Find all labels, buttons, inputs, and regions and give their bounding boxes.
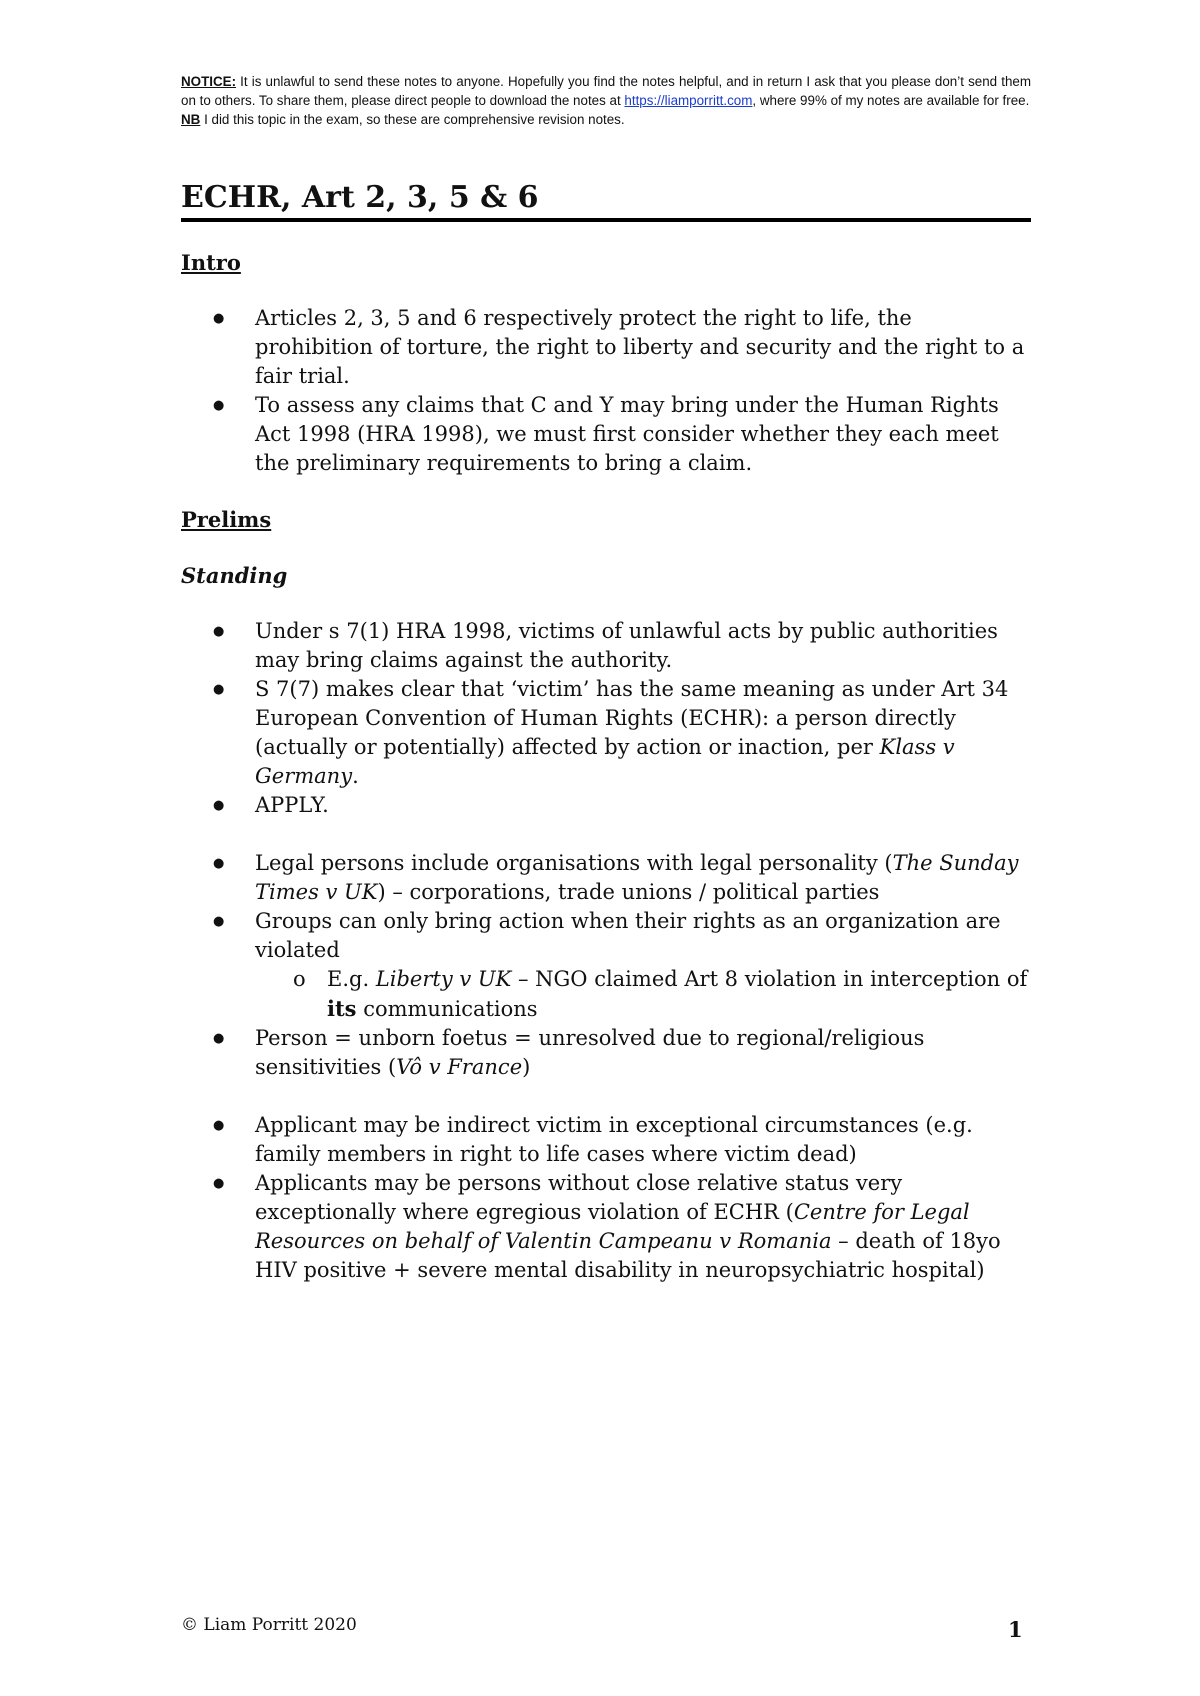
- notice-text: It is unlawful to send these notes to anyone. Hopefully you find the notes helpful, and in return I ask that you please don’t send them on to others. To share them, please direct people to download the notes at: [181, 74, 1031, 108]
- standing-bullet-7: ● Applicant may be indirect victim in exceptional circumstances (e.g. family members in right to life cases where victim dead): [255, 1111, 1031, 1169]
- notice-label: NOTICE:: [181, 74, 237, 89]
- intro-list: [181, 304, 1031, 478]
- page-title: ECHR, Art 2, 3, 5 & 6: [181, 180, 539, 215]
- case-campeanu: Centre for Legal Resources on behalf of Valentin Campeanu v Romania: [255, 1200, 970, 1253]
- standing-bullet-2-end: .: [352, 764, 359, 788]
- standing-bullet-8-end: – death of 18yo HIV positive + severe mental disability in neuropsychiatric hospital): [255, 1229, 1001, 1282]
- case-sunday-times: The Sunday Times v UK: [255, 851, 1019, 904]
- standing-bullet-1: ● Under s 7(1) HRA 1998, victims of unlawful acts by public authorities may bring claims against the authority.: [255, 617, 1031, 675]
- standing-bullet-4: [255, 849, 1031, 907]
- notice-block: [181, 72, 1031, 129]
- sub-bullet-end: communications: [356, 997, 538, 1021]
- case-vo: Vô v France: [396, 1055, 523, 1079]
- standing-bullet-4-text: Legal persons include organisations with legal personality (: [255, 851, 893, 875]
- standing-bullet-5-text: Groups can only bring action when their rights as an organization are violated: [255, 909, 1001, 962]
- intro-heading: Intro: [181, 250, 241, 275]
- case-liberty: Liberty v UK: [375, 967, 512, 991]
- standing-bullet-2: [255, 675, 1031, 791]
- notice-text-end: , where 99% of my notes are available for free.: [752, 93, 1030, 108]
- standing-bullet-6-end: ): [522, 1055, 531, 1079]
- standing-list: [181, 617, 1031, 1285]
- standing-bullet-5: [255, 907, 1031, 1024]
- nb-paragraph: [181, 110, 1031, 129]
- case-klass: Klass v Germany: [255, 735, 955, 788]
- emphasis-its: its: [327, 996, 357, 1021]
- sub-bullet-prefix: E.g.: [327, 967, 376, 991]
- standing-bullet-6: [255, 1024, 1031, 1082]
- standing-bullet-8-text: Applicants may be persons without close relative status very exceptionally where egregious violation of ECHR (: [255, 1171, 903, 1224]
- notice-paragraph: [181, 72, 1031, 110]
- standing-bullet-3: ● APPLY.: [255, 791, 1031, 820]
- title-rule: [181, 218, 1031, 222]
- footer-copyright: © Liam Porritt 2020: [181, 1615, 357, 1635]
- content-body: [181, 248, 1031, 1312]
- page-number: 1: [1008, 1617, 1023, 1642]
- standing-bullet-2-text: S 7(7) makes clear that ‘victim’ has the same meaning as under Art 34 European Convention of Human Rights (ECHR): a person directly (actually or potentially) affected by action or inaction, per: [255, 677, 1009, 759]
- standing-heading: Standing: [181, 563, 288, 588]
- list-spacer: [255, 820, 1031, 849]
- prelims-heading: Prelims: [181, 507, 272, 532]
- nb-text: I did this topic in the exam, so these are comprehensive revision notes.: [200, 112, 625, 127]
- list-spacer: [255, 1082, 1031, 1111]
- sub-bullet-liberty: [327, 965, 1031, 1024]
- standing-bullet-6-text: Person = unborn foetus = unresolved due to regional/religious sensitivities (: [255, 1026, 925, 1079]
- sub-list: [255, 965, 1031, 1024]
- website-link[interactable]: https://liamporritt.com: [624, 93, 753, 108]
- intro-bullet-2: ● To assess any claims that C and Y may bring under the Human Rights Act 1998 (HRA 1998), we must first consider whether they each meet the preliminary requirements to bring a claim.: [255, 391, 1031, 478]
- nb-label: NB: [181, 112, 201, 127]
- sub-bullet-mid: – NGO claimed Art 8 violation in interception of: [511, 967, 1028, 991]
- intro-bullet-1: ● Articles 2, 3, 5 and 6 respectively protect the right to life, the prohibition of torture, the right to liberty and security and the right to a fair trial.: [255, 304, 1031, 391]
- standing-bullet-8: [255, 1169, 1031, 1285]
- standing-bullet-4-end: ) – corporations, trade unions / political parties: [377, 880, 880, 904]
